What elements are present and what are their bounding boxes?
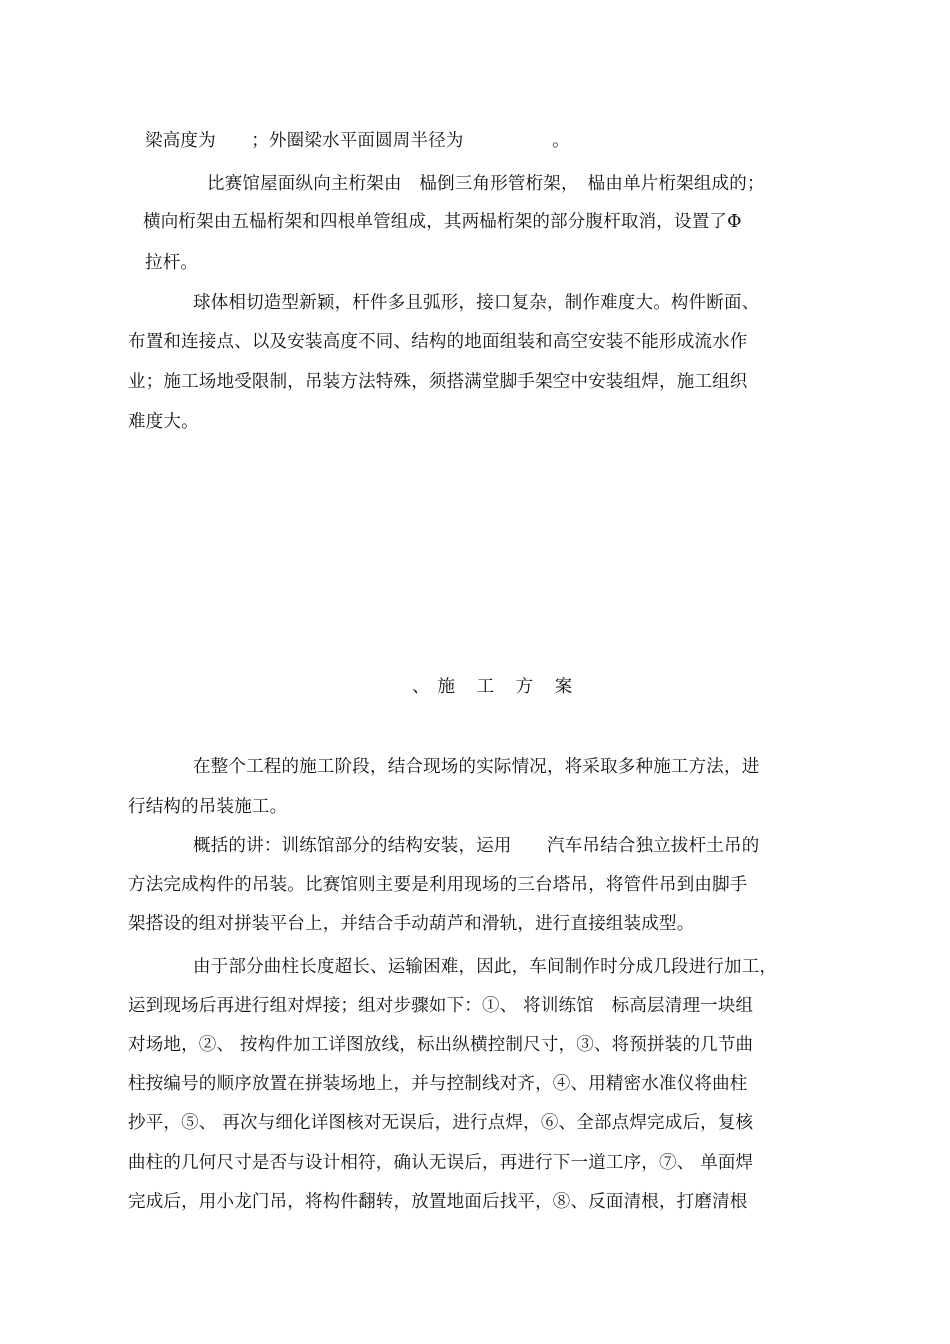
text-line: 比赛馆屋面纵向主桁架由 榀倒三角形管桁架， 榀由单片桁架组成的； xyxy=(207,174,765,194)
text-line: 梁高度为 ；外圈梁水平面圆周半径为 。 xyxy=(145,131,570,151)
text-line: 由于部分曲柱长度超长、运输困难，因此，车间制作时分成几段进行加工， xyxy=(193,957,778,977)
text-line: 架搭设的组对拼装平台上，并结合手动葫芦和滑轨，进行直接组装成型。 xyxy=(128,914,695,934)
text-line: 对场地，②、 按构件加工详图放线，标出纵横控制尺寸，③、将预拼装的几节曲 xyxy=(128,1035,754,1055)
text-line: 曲柱的几何尺寸是否与设计相符，确认无误后，再进行下一道工序，⑦、 单面焊 xyxy=(128,1153,754,1173)
text-line: 球体相切造型新颖，杆件多且弧形，接口复杂，制作难度大。构件断面、 xyxy=(193,293,760,313)
text-line: 业；施工场地受限制，吊装方法特殊，须搭满堂脚手架空中安装组焊，施工组织 xyxy=(128,372,748,392)
section-title: 、施 工 方 案 xyxy=(412,677,581,697)
text-line: 难度大。 xyxy=(128,412,199,432)
text-line: 在整个工程的施工阶段，结合现场的实际情况，将采取多种施工方法，进 xyxy=(193,757,760,777)
text-line: 完成后，用小龙门吊，将构件翻转，放置地面后找平，⑧、反面清根，打磨清根 xyxy=(128,1192,748,1212)
text-line: 抄平，⑤、 再次与细化详图核对无误后，进行点焊，⑥、全部点焊完成后，复核 xyxy=(128,1113,754,1133)
text-line: 布置和连接点、以及安装高度不同、结构的地面组装和高空安装不能形成流水作 xyxy=(128,332,748,352)
text-line: 横向桁架由五榀桁架和四根单管组成，其两榀桁架的部分腹杆取消，设置了Φ xyxy=(143,212,742,232)
text-line: 方法完成构件的吊装。比赛馆则主要是利用现场的三台塔吊，将管件吊到由脚手 xyxy=(128,875,748,895)
text-line: 运到现场后再进行组对焊接；组对步骤如下：①、 将训练馆 标高层清理一块组 xyxy=(128,996,754,1016)
text-line: 拉杆。 xyxy=(145,253,199,273)
text-line: 柱按编号的顺序放置在拼装场地上，并与控制线对齐，④、用精密水准仪将曲柱 xyxy=(128,1074,748,1094)
text-line: 行结构的吊装施工。 xyxy=(128,797,288,817)
text-line: 概括的讲：训练馆部分的结构安装，运用 汽车吊结合独立拔杆土吊的 xyxy=(193,836,760,856)
